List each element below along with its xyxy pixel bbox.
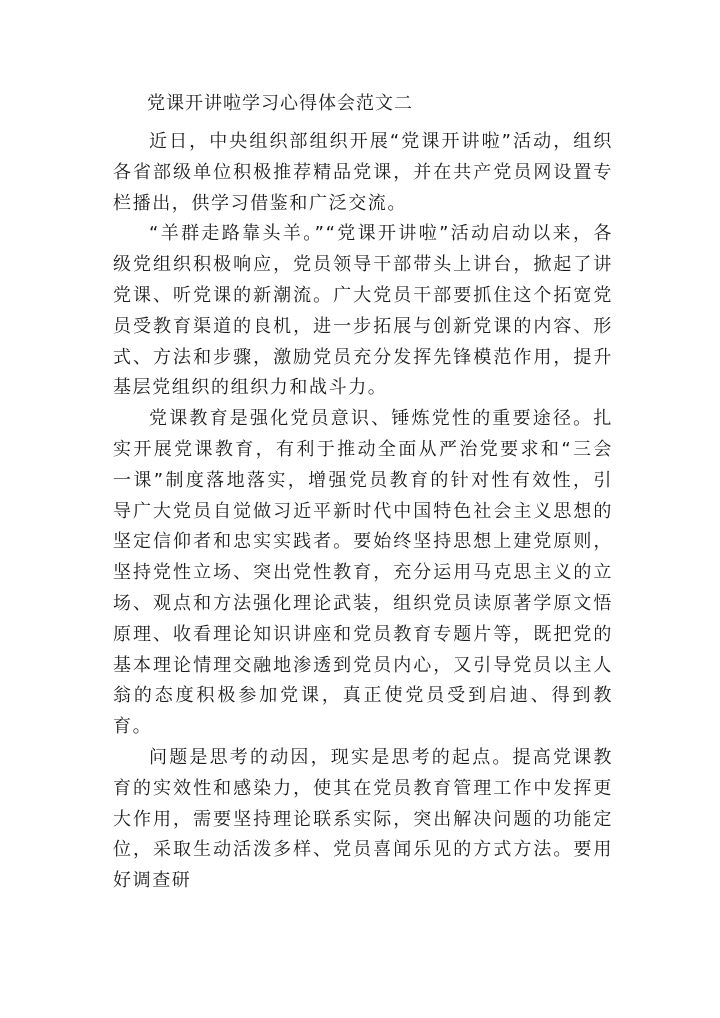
paragraph: 问题是思考的动因，现实是思考的起点。提高党课教育的实效性和感染力，使其在党员教育管理工作中发挥更大作用，需要坚持理论联系实际，突出解决问题的功能定位，采取生动活泼多样、党员喜闻乐见的方式方法。要用好调查研: [113, 746, 613, 892]
document-body: [113, 127, 613, 897]
paragraph: 近日，中央组织部组织开展“党课开讲啦”活动，组织各省部级单位积极推荐精品党课，并在共产党员网设置专栏播出，供学习借鉴和广泛交流。: [113, 131, 613, 214]
paragraph: “羊群走路靠头羊。”“党课开讲啦”活动启动以来，各级党组织积极响应，党员领导干部带头上讲台，掀起了讲党课、听党课的新潮流。广大党员干部要抓住这个拓宽党员受教育渠道的良机，进一步拓展与创新党课的内容、形式、方法和步骤，激励党员充分发挥先锋模范作用，提升基层党组织的组织力和战斗力。: [113, 223, 613, 399]
document-title: 党课开讲啦学习心得体会范文二: [147, 93, 413, 114]
paragraph: 党课教育是强化党员意识、锤炼党性的重要途径。扎实开展党课教育，有利于推动全面从严治党要求和“三会一课”制度落地落实，增强党员教育的针对性有效性，引导广大党员自觉做习近平新时代中国特色社会主义思想的坚定信仰者和忠实实践者。要始终坚持思想上建党原则，坚持党性立场、突出党性教育，充分运用马克思主义的立场、观点和方法强化理论武装，组织党员读原著学原文悟原理、收看理论知识讲座和党员教育专题片等，既把党的基本理论情理交融地渗透到党员内心，又引导党员以主人翁的态度积极参加党课，真正使党员受到启迪、得到教育。: [113, 408, 613, 738]
